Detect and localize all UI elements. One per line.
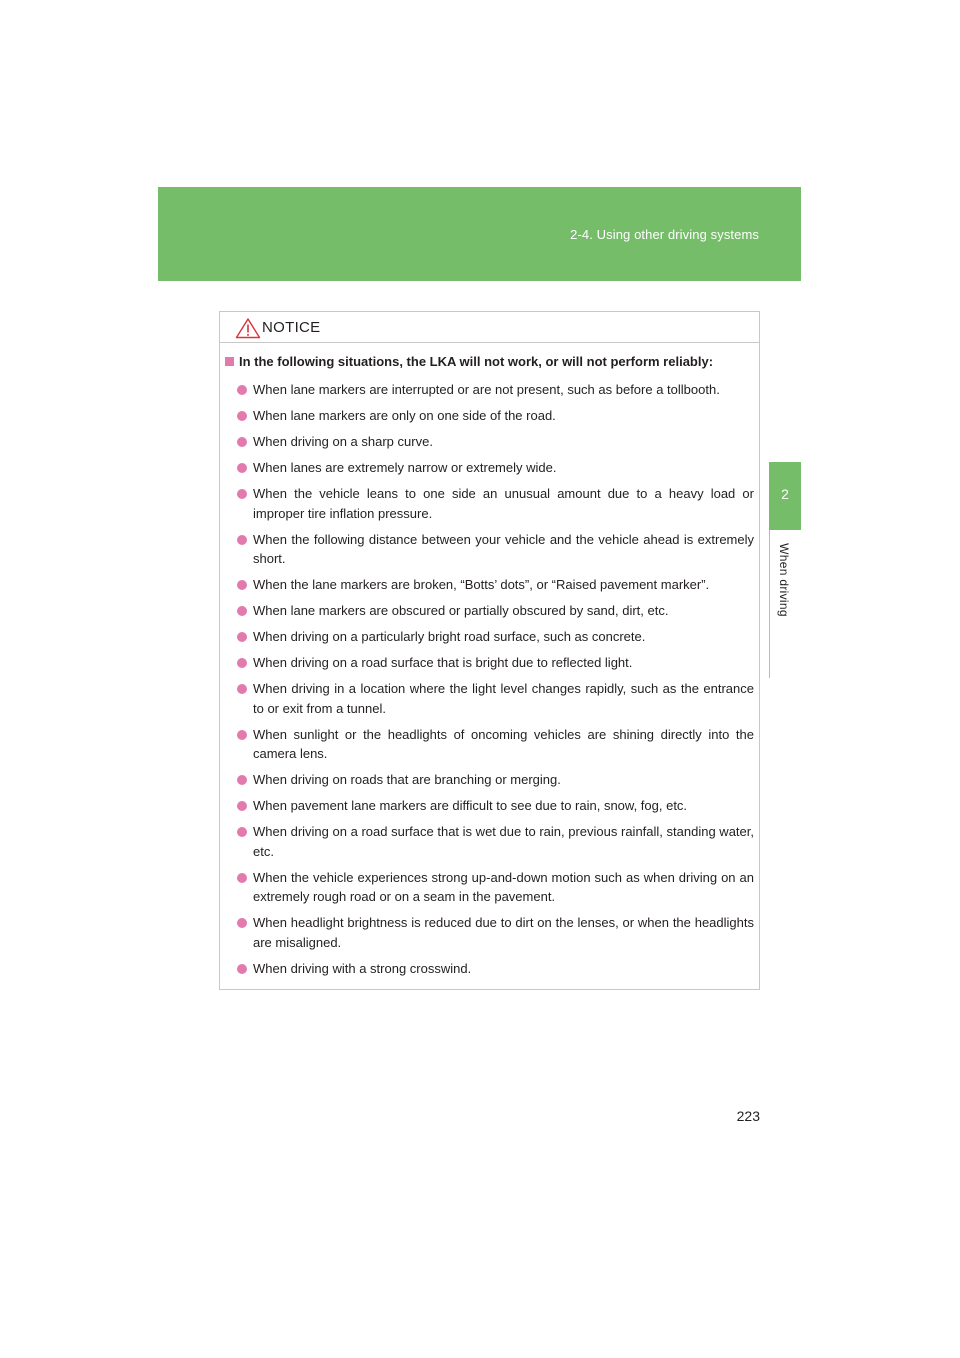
round-bullet-icon [237, 411, 247, 421]
list-item [237, 679, 754, 718]
round-bullet-icon [237, 489, 247, 499]
list-item-text: When lanes are extremely narrow or extremely wide. [253, 460, 557, 475]
list-item [237, 530, 754, 569]
round-bullet-icon [237, 964, 247, 974]
section-title: 2-4. Using other driving systems [570, 227, 759, 242]
round-bullet-icon [237, 775, 247, 785]
header-band [158, 187, 801, 281]
chapter-label: When driving [777, 543, 791, 617]
list-item-text: When sunlight or the headlights of oncoming vehicles are shining directly into the camera lens. [253, 726, 754, 761]
list-item [237, 959, 754, 979]
round-bullet-icon [237, 385, 247, 395]
list-item [237, 484, 754, 523]
list-item [237, 601, 754, 621]
chapter-number: 2 [781, 486, 789, 502]
list-item-text: When lane markers are obscured or partially obscured by sand, dirt, etc. [253, 603, 669, 618]
list-item-text: When driving with a strong crosswind. [253, 960, 472, 976]
notice-heading [225, 354, 755, 369]
square-bullet-icon [225, 357, 234, 366]
round-bullet-icon [237, 580, 247, 590]
notice-header [220, 312, 759, 343]
round-bullet-icon [237, 684, 247, 694]
list-item [237, 653, 754, 673]
list-item-text: When driving on a sharp curve. [253, 434, 433, 449]
list-item [237, 822, 754, 861]
list-item-text: When driving in a location where the light level changes rapidly, such as the entrance to or exit from a tunnel. [253, 681, 754, 716]
list-item-text: When driving on roads that are branching or merging. [253, 772, 561, 787]
round-bullet-icon [237, 535, 247, 545]
list-item [237, 627, 754, 647]
list-item [237, 868, 754, 907]
round-bullet-icon [237, 437, 247, 447]
round-bullet-icon [237, 658, 247, 668]
round-bullet-icon [237, 918, 247, 928]
notice-list [237, 380, 754, 985]
list-item-text: When lane markers are interrupted or are not present, such as before a tollbooth. [253, 382, 720, 397]
list-item-text: When the vehicle experiences strong up-and-down motion such as when driving on an extremely rough road or on a seam in the pavement. [253, 869, 754, 904]
notice-heading-text: In the following situations, the LKA will not work, or will not perform reliably: [239, 354, 714, 369]
list-item [237, 796, 754, 816]
list-item-text: When driving on a road surface that is bright due to reflected light. [253, 655, 633, 670]
list-item-text: When the lane markers are broken, “Botts’ dots”, or “Raised pavement marker”. [253, 577, 710, 592]
list-item [237, 380, 754, 400]
list-item-text: When pavement lane markers are difficult to see due to rain, snow, fog, etc. [253, 798, 688, 813]
list-item [237, 725, 754, 764]
chapter-tab[interactable] [769, 462, 801, 530]
round-bullet-icon [237, 606, 247, 616]
list-item [237, 770, 754, 790]
round-bullet-icon [237, 632, 247, 642]
round-bullet-icon [237, 801, 247, 811]
list-item [237, 458, 754, 478]
list-item-text: When driving on a particularly bright road surface, such as concrete. [253, 629, 646, 644]
round-bullet-icon [237, 873, 247, 883]
list-item-text: When the vehicle leans to one side an unusual amount due to a heavy load or improper tire inflation pressure. [253, 486, 754, 521]
round-bullet-icon [237, 827, 247, 837]
list-item-text: When driving on a road surface that is wet due to rain, previous rainfall, standing water, etc. [253, 824, 754, 859]
round-bullet-icon [237, 463, 247, 473]
warning-triangle-icon [235, 317, 261, 339]
list-item-text: When headlight brightness is reduced due to dirt on the lenses, or when the headlights are misaligned. [253, 915, 754, 950]
page-number: 223 [736, 1108, 760, 1124]
list-item [237, 432, 754, 452]
round-bullet-icon [237, 730, 247, 740]
notice-box [219, 311, 760, 990]
list-item [237, 913, 754, 952]
notice-title: NOTICE [262, 319, 321, 336]
list-item-text: When lane markers are only on one side of the road. [253, 408, 556, 423]
list-item [237, 575, 754, 595]
list-item [237, 406, 754, 426]
list-item-text: When the following distance between your vehicle and the vehicle ahead is extremely short. [253, 531, 754, 566]
